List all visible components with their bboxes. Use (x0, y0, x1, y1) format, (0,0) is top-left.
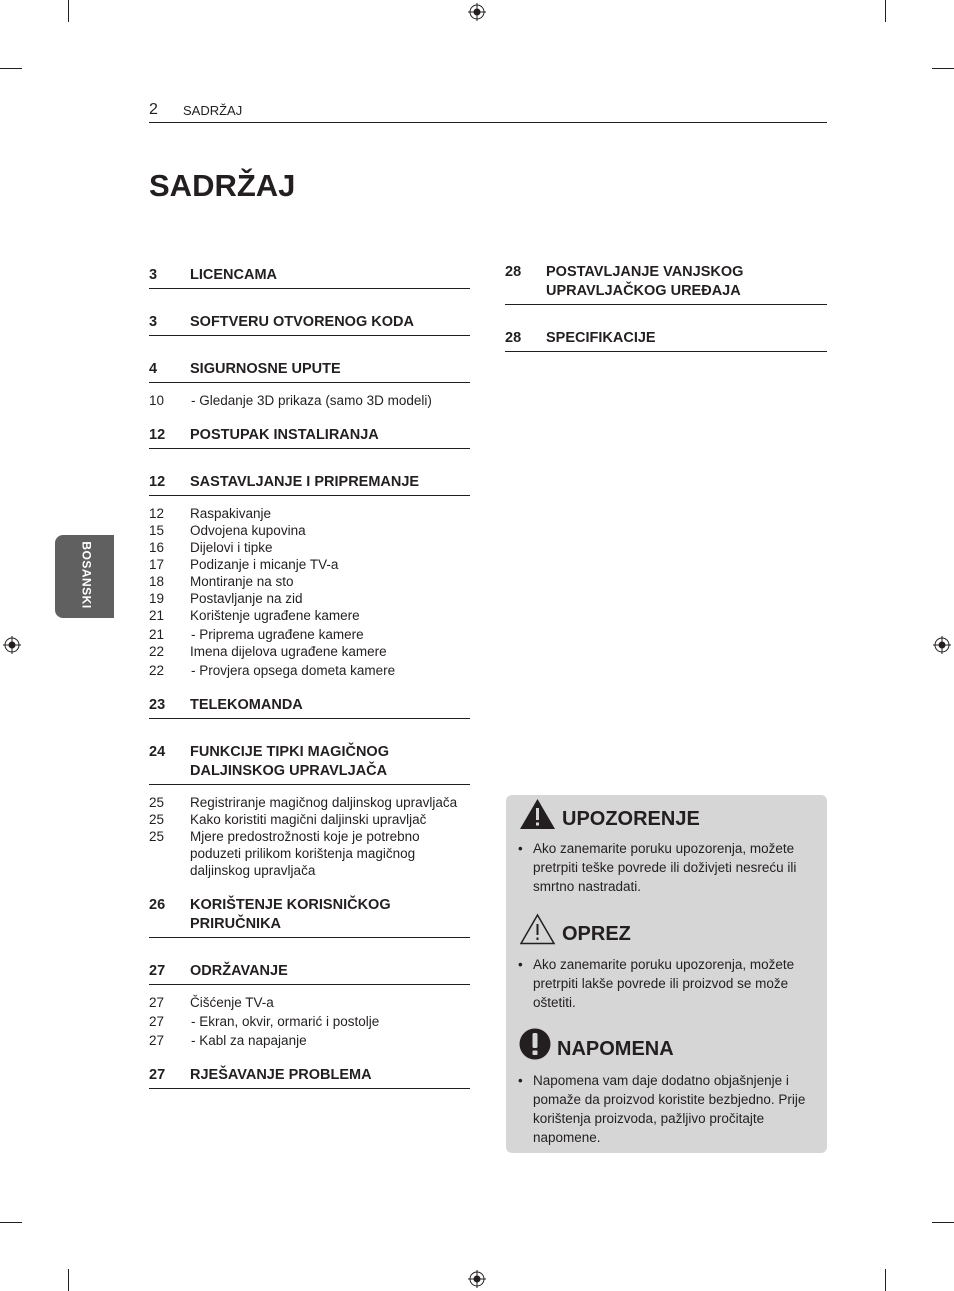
toc-title: Dijelovi i tipke (190, 540, 273, 555)
toc-entry (149, 539, 470, 556)
toc-entry (149, 573, 470, 590)
toc-entry (149, 556, 470, 573)
toc-page-number: 12 (149, 474, 166, 490)
toc-title: SOFTVERU OTVORENOG KODA (190, 314, 414, 330)
toc-entry (149, 662, 470, 679)
toc-page-number: 28 (505, 330, 522, 346)
toc-title: FUNKCIJE TIPKI MAGIČNOG DALJINSKOG UPRAVLJAČA (190, 744, 389, 779)
toc-page-number: 27 (149, 963, 166, 979)
toc-page-number: 26 (149, 897, 166, 913)
running-header (149, 100, 827, 123)
toc-entry (149, 505, 470, 522)
registration-mark-icon (3, 636, 21, 654)
toc-page-number: 12 (149, 506, 165, 521)
toc-title: Postavljanje na zid (190, 591, 303, 606)
toc-title: ODRŽAVANJE (190, 963, 288, 979)
toc-title: Podizanje i micanje TV-a (190, 557, 339, 572)
toc-title: - Gledanje 3D prikaza (samo 3D modeli) (191, 393, 432, 408)
crop-mark (68, 0, 69, 22)
toc-page-number: 15 (149, 523, 165, 538)
toc-heading (149, 426, 470, 449)
toc-title: Korištenje ugrađene kamere (190, 608, 360, 623)
toc-title: Imena dijelova ugrađene kamere (190, 644, 387, 659)
toc-page-number: 23 (149, 697, 166, 713)
toc-page-number: 18 (149, 574, 165, 589)
toc-entry (149, 828, 470, 879)
toc-page-number: 19 (149, 591, 165, 606)
toc-page-number: 22 (149, 644, 165, 659)
toc-entry (149, 794, 470, 811)
crop-mark (932, 1222, 954, 1223)
warning-text: Ako zanemarite poruku upozorenja, možete pretrpiti teške povrede ili doživjeti nesreću ili smrtno nastradati. (533, 841, 797, 894)
caution-heading (519, 913, 631, 945)
crop-mark (885, 1269, 886, 1291)
note-label: NAPOMENA (557, 1038, 674, 1060)
toc-page-number: 21 (149, 608, 165, 623)
toc-heading (149, 473, 470, 496)
toc-entry (149, 590, 470, 607)
language-side-tab (55, 535, 114, 618)
toc-page-number: 10 (149, 393, 165, 408)
toc-title: - Kabl za napajanje (191, 1033, 307, 1048)
toc-page-number: 27 (149, 995, 165, 1010)
toc-heading (149, 696, 470, 719)
caution-text-block: • Ako zanemarite poruku upozorenja, možete pretrpiti lakše povrede ili proizvod se može oštetiti. (518, 955, 816, 1012)
caution-text: Ako zanemarite poruku upozorenja, možete pretrpiti lakše povrede ili proizvod se može oštetiti. (533, 957, 795, 1010)
running-header-title: SADRŽAJ (183, 103, 243, 118)
toc-heading (505, 329, 827, 352)
toc-entry (149, 811, 470, 828)
toc-heading (149, 266, 470, 289)
toc-page-number: 27 (149, 1067, 166, 1083)
toc-heading (149, 896, 470, 938)
toc-title: POSTUPAK INSTALIRANJA (190, 427, 379, 443)
toc-entry (149, 392, 470, 409)
toc-title: Raspakivanje (190, 506, 272, 521)
toc-title: Kako koristiti magični daljinski upravljač (190, 812, 427, 827)
toc-page-number: 3 (149, 267, 158, 283)
toc-heading (149, 360, 470, 383)
warning-triangle-filled-icon (519, 798, 556, 830)
caution-label: OPREZ (562, 923, 631, 945)
toc-page-number: 27 (149, 1033, 165, 1048)
language-side-tab-label: BOSANSKI (79, 541, 94, 609)
toc-title: SIGURNOSNE UPUTE (190, 361, 341, 377)
registration-mark-icon (468, 3, 486, 21)
toc-left-column (149, 266, 470, 1089)
warning-text-block: • Ako zanemarite poruku upozorenja, možete pretrpiti teške povrede ili doživjeti nesreću ili smrtno nastradati. (518, 839, 816, 896)
page-number: 2 (149, 101, 158, 118)
toc-page-number: 17 (149, 557, 165, 572)
toc-title: - Ekran, okvir, ormarić i postolje (191, 1014, 380, 1029)
registration-mark-icon (468, 1270, 486, 1288)
toc-right-column (505, 263, 827, 352)
toc-entry (149, 607, 470, 624)
crop-mark (0, 68, 22, 69)
toc-heading (149, 1066, 470, 1089)
crop-mark (885, 0, 886, 22)
toc-heading (149, 962, 470, 985)
toc-page-number: 4 (149, 361, 158, 377)
registration-mark-icon (933, 636, 951, 654)
toc-heading (149, 743, 470, 785)
toc-page-number: 12 (149, 427, 166, 443)
toc-entry (149, 522, 470, 539)
toc-title: - Provjera opsega dometa kamere (191, 663, 396, 678)
page-title: SADRŽAJ (149, 168, 296, 203)
note-text: Napomena vam daje dodatno objašnjenje i pomaže da proizvod koristite bezbjedno. Prije korištenja proizvoda, pažljivo pročitajte napomene. (533, 1073, 806, 1145)
toc-page-number: 28 (505, 264, 522, 280)
toc-title: POSTAVLJANJE VANJSKOG UPRAVLJAČKOG UREĐAJA (546, 264, 744, 299)
warning-label: UPOZORENJE (562, 808, 700, 830)
warning-heading (519, 798, 700, 830)
note-heading (519, 1028, 674, 1060)
toc-title: KORIŠTENJE KORISNIČKOG PRIRUČNIKA (190, 897, 391, 932)
toc-page-number: 3 (149, 314, 158, 330)
note-text-block: • Napomena vam daje dodatno objašnjenje i pomaže da proizvod koristite bezbjedno. Prije korištenja proizvoda, pažljivo pročitajte napomene. (518, 1071, 816, 1147)
crop-mark (0, 1222, 22, 1223)
toc-heading (149, 313, 470, 336)
toc-page-number: 21 (149, 627, 165, 642)
caution-triangle-outline-icon (519, 913, 556, 945)
toc-title: Čišćenje TV-a (190, 995, 274, 1010)
toc-title: SPECIFIKACIJE (546, 330, 656, 346)
toc-page-number: 25 (149, 812, 165, 827)
notice-box (506, 795, 827, 1153)
toc-page-number: 16 (149, 540, 165, 555)
toc-entry (149, 994, 470, 1011)
toc-title: RJEŠAVANJE PROBLEMA (190, 1067, 372, 1083)
toc-title: Mjere predostrožnosti koje je potrebno poduzeti prilikom korištenja magičnog daljinskog upravljača (190, 829, 420, 878)
toc-title: Montiranje na sto (190, 574, 294, 589)
toc-title: - Priprema ugrađene kamere (191, 627, 364, 642)
toc-title: TELEKOMANDA (190, 697, 303, 713)
toc-title: Registriranje magičnog daljinskog upravljača (190, 795, 458, 810)
toc-title: Odvojena kupovina (190, 523, 306, 538)
toc-page-number: 22 (149, 663, 165, 678)
toc-entry (149, 643, 470, 660)
toc-entry (149, 1013, 470, 1030)
toc-title: LICENCAMA (190, 267, 277, 283)
toc-page-number: 24 (149, 744, 166, 760)
toc-entry (149, 626, 470, 643)
toc-entry (149, 1032, 470, 1049)
crop-mark (68, 1269, 69, 1291)
toc-heading (505, 263, 827, 305)
crop-mark (932, 68, 954, 69)
toc-title: SASTAVLJANJE I PRIPREMANJE (190, 474, 420, 490)
toc-page-number: 25 (149, 795, 165, 810)
toc-page-number: 25 (149, 829, 165, 844)
toc-page-number: 27 (149, 1014, 165, 1029)
exclamation-circle-icon (519, 1028, 551, 1060)
